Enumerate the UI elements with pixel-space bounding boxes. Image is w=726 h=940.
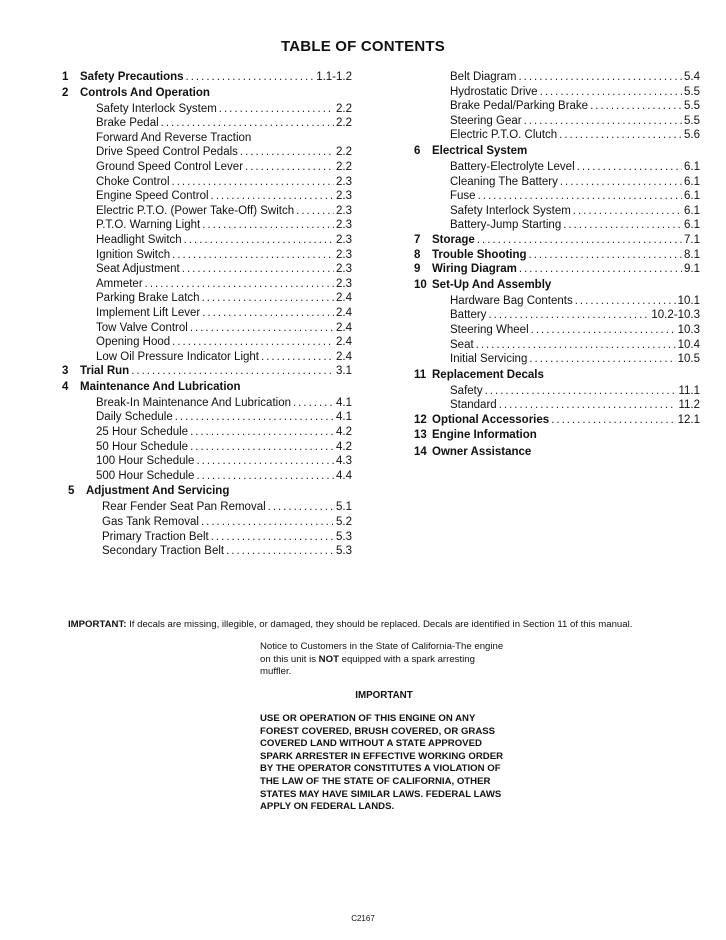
toc-section-number: 2 [62,86,69,99]
toc-label: Set-Up And Assembly [432,278,552,291]
toc-subentry [414,85,700,100]
dot-leader [131,364,334,379]
dot-leader [499,398,677,413]
toc-label: Engine Speed Control [96,190,209,203]
toc-label: Storage [432,233,475,246]
toc-page-number: 4.2 [336,426,352,439]
dot-leader [172,248,334,263]
toc-subentry [62,116,352,131]
toc-label: Choke Control [96,175,170,188]
toc-subentry [62,321,352,336]
toc-subentry [62,175,352,190]
toc-page-number: 2.4 [336,321,352,334]
toc-page-number: 5.6 [684,129,700,142]
toc-label: 25 Hour Schedule [96,426,189,439]
toc-section-number: 13 [414,429,427,442]
toc-page-number: 11.1 [678,384,700,397]
dot-leader [190,321,334,336]
toc-label: Secondary Traction Belt [102,545,225,558]
toc-label: Parking Brake Latch [96,292,200,305]
toc-subentry [414,294,700,309]
toc-subentry [414,398,700,413]
toc-label: Seat [450,338,474,351]
dot-leader [478,189,682,204]
toc-page-number: 10.1 [677,294,700,307]
dot-leader [211,189,334,204]
toc-label: Gas Tank Removal [102,516,199,529]
toc-label: Ignition Switch [96,248,171,261]
toc-page-number: 5.2 [336,516,352,529]
toc-section-number: 12 [414,413,427,426]
toc-page-number: 2.3 [336,190,352,203]
toc-page-number: 4.3 [336,455,352,468]
toc-subentry [62,102,352,117]
dot-leader [531,323,676,338]
toc-page-number: 2.4 [336,292,352,305]
toc-label: Trial Run [80,365,130,378]
toc-section [414,427,700,444]
toc-label: Battery [450,309,487,322]
toc-section-number: 3 [62,365,69,378]
toc-subentry [414,189,700,204]
toc-subentry [62,291,352,306]
toc-section [62,364,352,379]
toc-label: Optional Accessories [432,413,550,426]
toc-page-number: 10.3 [677,323,700,336]
toc-label: Forward And Reverse Traction [96,131,252,144]
toc-section [62,483,352,500]
dot-leader [485,384,677,399]
toc-page-number: 2.2 [336,160,352,173]
toc-page-number: 10.2-10.3 [651,309,700,322]
dot-leader [196,469,334,484]
toc-page-number: 5.1 [336,501,352,514]
toc-page-number: 5.5 [684,100,700,113]
dot-leader [202,218,334,233]
toc-label: Hydrostatic Drive [450,85,538,98]
toc-page-number: 2.3 [336,233,352,246]
dot-leader [190,425,334,440]
toc-label: Brake Pedal/Parking Brake [450,100,589,113]
toc-label: Ammeter [96,277,143,290]
toc-section [414,367,700,384]
dot-leader [529,352,675,367]
toc-page-number: 12.1 [677,413,700,426]
toc-subentry [62,248,352,263]
toc-section-number: 9 [414,263,421,276]
toc-page-number: 3.1 [336,365,352,378]
toc-label: Belt Diagram [450,71,517,83]
toc-page-number: 8.1 [684,248,700,261]
toc-subentry [414,70,700,85]
toc-label: Daily Schedule [96,411,173,424]
toc-page-number: 2.4 [336,350,352,363]
toc-label: Electrical System [432,144,528,157]
toc-page-number: 9.1 [684,263,700,276]
toc-section [414,444,700,461]
toc-section-number: 14 [414,446,427,459]
toc-section-number: 1 [62,71,69,83]
toc-page-number: 6.1 [684,204,700,217]
toc-label: Initial Servicing [450,353,528,366]
toc-label: Trouble Shooting [432,248,527,261]
toc-label: Brake Pedal [96,117,159,130]
toc-subentry [62,145,352,160]
toc-subentry [414,338,700,353]
toc-subentry [62,218,352,233]
important-label: IMPORTANT: [68,619,127,630]
dot-leader [296,204,334,219]
important-heading: IMPORTANT [355,690,413,701]
toc-subentry [62,544,352,559]
toc-label: Electric P.T.O. (Power Take-Off) Switch [96,204,295,217]
toc-page-number: 5.5 [684,85,700,98]
toc-section [414,262,700,277]
toc-label: Steering Wheel [450,323,529,336]
toc-section [62,85,352,102]
toc-section-number: 11 [414,368,427,381]
toc-label: Controls And Operation [80,86,210,99]
toc-section [414,248,700,263]
california-notice [260,641,508,679]
toc-subentry [414,384,700,399]
toc-label: Hardware Bag Contents [450,294,573,307]
toc-label: Standard [450,399,497,412]
toc-label: Safety Precautions [80,71,184,83]
toc-section [62,379,352,396]
toc-page-number: 1.1-1.2 [316,71,352,83]
toc-page-number: 6.1 [684,190,700,203]
toc-label: Replacement Decals [432,368,544,381]
toc-subentry [414,218,700,233]
dot-leader [201,515,334,530]
dot-leader [172,335,334,350]
toc-page-number: 11.2 [678,399,700,412]
toc-section-number: 7 [414,233,421,246]
toc-label: Owner Assistance [432,446,532,459]
toc-page-number: 5.3 [336,530,352,543]
toc-page-number: 2.2 [336,117,352,130]
toc-label: Ground Speed Control Lever [96,160,244,173]
toc-subentry [62,204,352,219]
toc-label: Electric P.T.O. Clutch [450,129,558,142]
toc-page-number: 10.5 [677,353,700,366]
toc-subentry [62,277,352,292]
dot-leader [182,262,334,277]
toc-section-number: 5 [68,485,75,498]
toc-label: Break-In Maintenance And Lubrication [96,396,291,409]
toc-label: Adjustment And Servicing [86,485,230,498]
toc-label: Battery-Electrolyte Level [450,160,575,173]
dot-leader [240,145,334,160]
dot-leader [161,116,334,131]
toc-subentry [414,323,700,338]
toc-label: Implement Lift Lever [96,306,201,319]
toc-label: Maintenance And Lubrication [80,380,241,393]
toc-label: Primary Traction Belt [102,530,209,543]
toc-page-number: 4.4 [336,469,352,482]
toc-page-number: 6.1 [684,175,700,188]
toc-subentry [62,425,352,440]
dot-leader [488,308,649,323]
spark-arrester-warning: USE OR OPERATION OF THIS ENGINE ON ANY FOREST COVERED, BRUSH COVERED, OR GRASS COVERED LAND WITHOUT A STATE APPROVED SPARK ARRESTER IN EFFECTIVE WORKING ORDER BY THE OPERATOR CONSTITUTES A VIOLATION OF THE LAW OF THE STATE OF CALIFORNIA, OTHER STATES MAY HAVE SIMILAR LAWS. FEDERAL LAWS APPLY ON FEDERAL LANDS. [260,713,504,813]
toc-page-number: 7.1 [684,233,700,246]
decal-important-note [68,619,708,630]
toc-section [62,70,352,85]
toc-label: Fuse [450,190,476,203]
toc-page-number: 2.3 [336,248,352,261]
dot-leader [477,233,682,248]
toc-label: Wiring Diagram [432,263,517,276]
toc-label: Safety Interlock System [96,102,217,115]
dot-leader [590,99,682,114]
dot-leader [524,114,682,129]
toc-section-number: 6 [414,144,421,157]
toc-subentry [62,189,352,204]
toc-label: Tow Valve Control [96,321,188,334]
toc-subentry [414,114,700,129]
dot-leader [268,500,334,515]
toc-right-column [414,70,700,461]
toc-page-number: 2.3 [336,204,352,217]
notice-text-before: Notice to Customers in the State of California-The engine on this unit is [260,641,504,665]
footer-code: C2167 [351,914,375,923]
toc-subentry [62,160,352,175]
dot-leader [245,160,334,175]
toc-page-number: 6.1 [684,160,700,173]
toc-page-number: 2.2 [336,102,352,115]
dot-leader [476,338,676,353]
toc-page-number: 5.3 [336,545,352,558]
toc-label: Cleaning The Battery [450,175,558,188]
toc-page-number: 4.1 [336,411,352,424]
toc-page-number: 2.3 [336,277,352,290]
toc-subentry [62,410,352,425]
toc-page-number: 2.3 [336,219,352,232]
toc-section [414,413,700,428]
toc-section-number: 4 [62,380,69,393]
toc-label: Drive Speed Control Pedals [96,146,238,159]
toc-page-number: 4.1 [336,396,352,409]
notice-emphasis: NOT [318,653,339,665]
toc-page-number: 2.3 [336,175,352,188]
toc-left-column [62,70,352,559]
dot-leader [219,102,334,117]
toc-label: Low Oil Pressure Indicator Light [96,350,259,363]
toc-label: Seat Adjustment [96,263,180,276]
toc-subentry [62,454,352,469]
dot-leader [186,70,315,85]
toc-section [414,277,700,294]
toc-subentry [414,160,700,175]
toc-subentry [62,396,352,411]
toc-label: Safety [450,384,483,397]
toc-label: Headlight Switch [96,233,182,246]
toc-page-number: 2.4 [336,306,352,319]
toc-subentry [62,262,352,277]
page-title: TABLE OF CONTENTS [281,38,445,55]
toc-label: 100 Hour Schedule [96,455,195,468]
dot-leader [529,248,682,263]
toc-subentry [62,131,352,146]
toc-label: 500 Hour Schedule [96,469,195,482]
dot-leader [145,277,334,292]
toc-label: Safety Interlock System [450,204,571,217]
toc-page-number: 2.2 [336,146,352,159]
dot-leader [211,530,334,545]
dot-leader [196,454,334,469]
dot-leader [573,204,682,219]
toc-page-number: 2.3 [336,263,352,276]
toc-section-number: 10 [414,278,427,291]
dot-leader [575,294,676,309]
toc-subentry [62,350,352,365]
toc-subentry [62,335,352,350]
dot-leader [172,175,334,190]
toc-page-number: 2.4 [336,336,352,349]
dot-leader [577,160,682,175]
dot-leader [551,413,675,428]
toc-page-number: 5.4 [684,71,700,83]
toc-subentry [62,233,352,248]
toc-subentry [62,515,352,530]
toc-label: P.T.O. Warning Light [96,219,201,232]
toc-subentry [414,352,700,367]
dot-leader [261,350,334,365]
dot-leader [293,396,334,411]
dot-leader [559,128,682,143]
dot-leader [190,440,334,455]
dot-leader [563,218,682,233]
toc-subentry [62,530,352,545]
dot-leader [540,85,682,100]
notice-text-after: equipped with a spark arresting muffler. [260,653,475,678]
dot-leader [519,262,682,277]
toc-subentry [414,175,700,190]
toc-label: Rear Fender Seat Pan Removal [102,501,266,514]
dot-leader [518,70,682,85]
toc-subentry [62,469,352,484]
toc-label: Battery-Jump Starting [450,219,562,232]
toc-label: Engine Information [432,429,537,442]
toc-label: Steering Gear [450,114,522,127]
toc-page-number: 5.5 [684,114,700,127]
toc-subentry [414,99,700,114]
toc-section-number: 8 [414,248,421,261]
dot-leader [202,306,334,321]
toc-subentry [414,204,700,219]
toc-subentry [414,128,700,143]
toc-page-number: 6.1 [684,219,700,232]
dot-leader [184,233,334,248]
dot-leader [226,544,334,559]
toc-page-number: 4.2 [336,440,352,453]
toc-section [414,143,700,160]
toc-subentry [62,500,352,515]
toc-subentry [62,440,352,455]
toc-section [414,233,700,248]
toc-subentry [62,306,352,321]
important-text: If decals are missing, illegible, or damaged, they should be replaced. Decals are identified in Section 11 of this manual. [129,619,633,630]
dot-leader [202,291,334,306]
dot-leader [560,175,682,190]
toc-label: Opening Hood [96,336,171,349]
toc-page-number: 10.4 [677,338,700,351]
toc-subentry [414,308,700,323]
dot-leader [175,410,334,425]
toc-label: 50 Hour Schedule [96,440,189,453]
